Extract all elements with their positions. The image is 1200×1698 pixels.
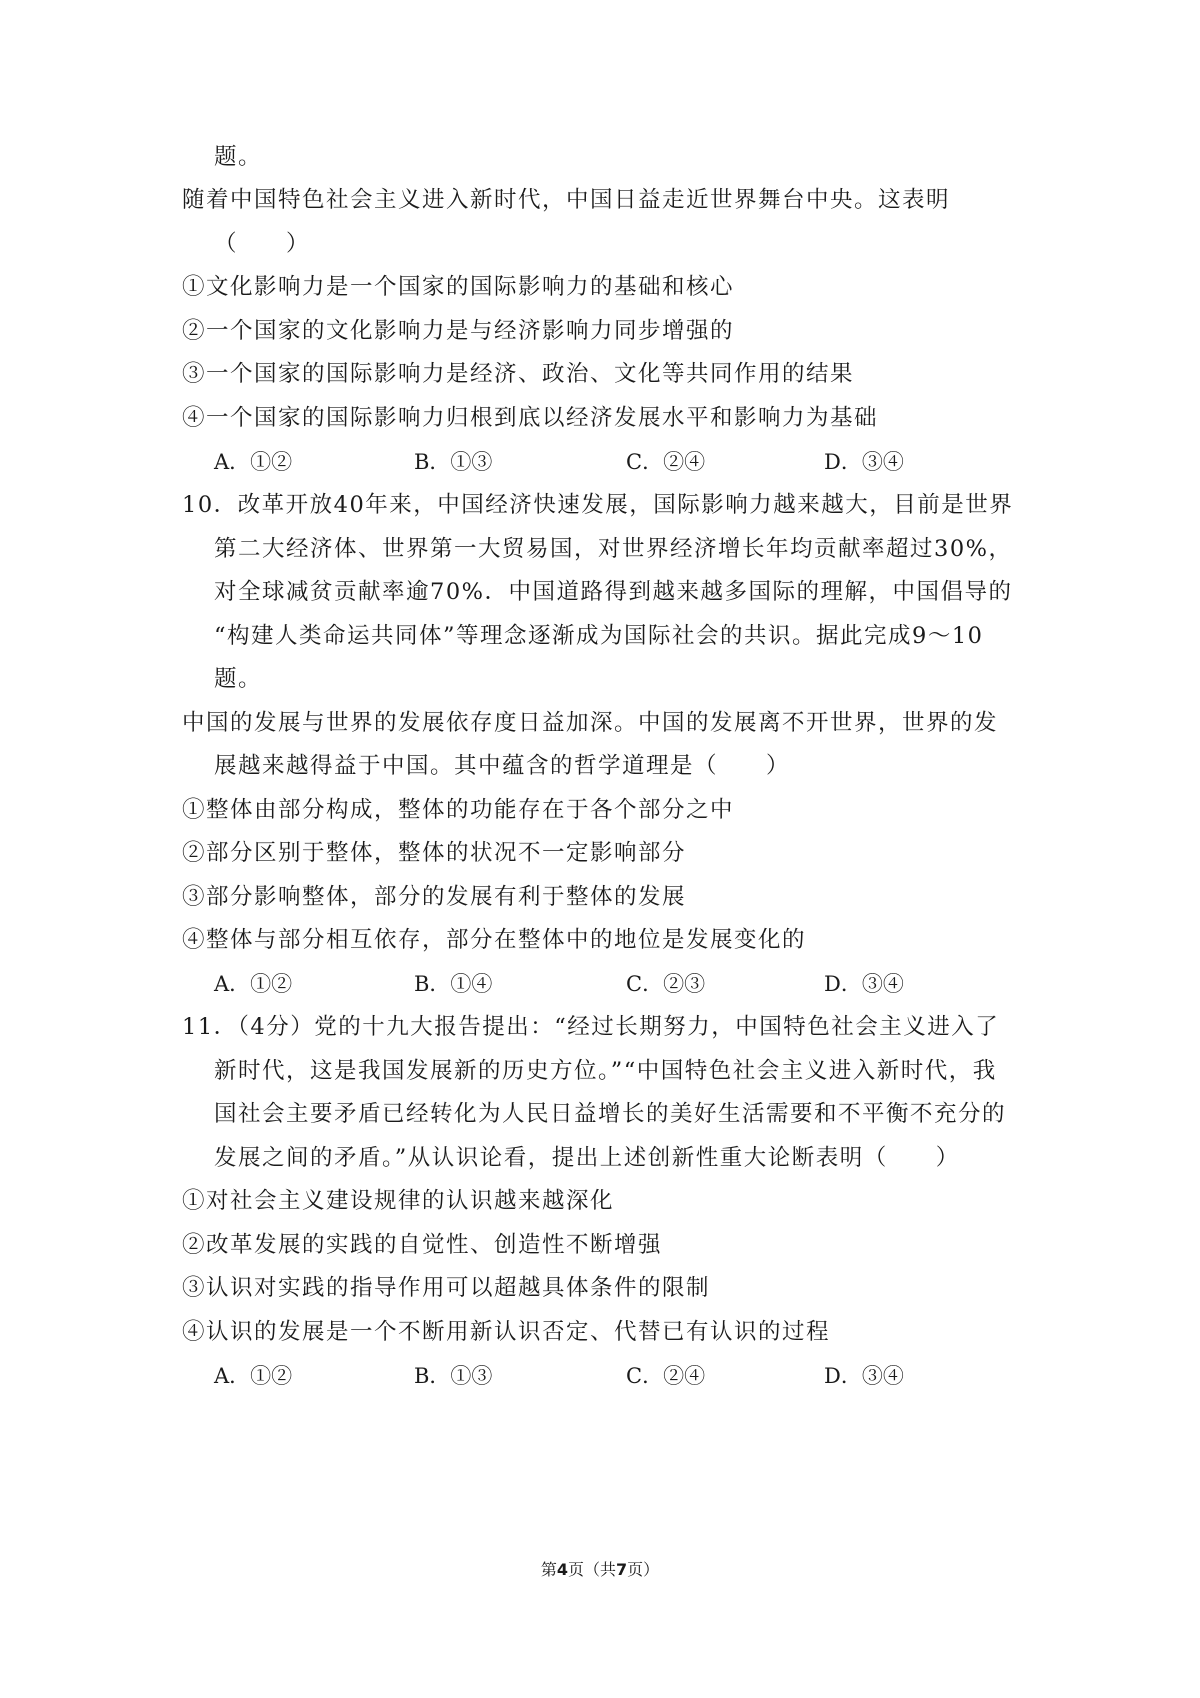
- q10-intro-line-2: 第二大经济体、世界第一大贸易国，对世界经济增长年均贡献率超过30%，: [214, 536, 1013, 562]
- q10-item-3: ③部分影响整体，部分的发展有利于整体的发展: [182, 884, 687, 910]
- footer-total-pages: 7: [616, 1560, 628, 1579]
- q9-option-a: A．①②: [214, 450, 293, 474]
- q10-option-c: C．②③: [626, 972, 706, 996]
- q10-option-d: D．③④: [824, 972, 904, 996]
- footer-suffix: 页）: [627, 1560, 660, 1579]
- q9-item-4: ④一个国家的国际影响力归根到底以经济发展水平和影响力为基础: [182, 405, 879, 431]
- q9-item-2: ②一个国家的文化影响力是与经济影响力同步增强的: [182, 318, 735, 344]
- q9-option-b: B．①③: [414, 450, 493, 474]
- q9-option-c: C．②④: [626, 450, 706, 474]
- q11-option-d: D．③④: [824, 1364, 904, 1388]
- footer-middle: 页（共: [567, 1560, 616, 1579]
- q10-intro-line-1: 10．改革开放40年来，中国经济快速发展，国际影响力越来越大，目前是世界: [182, 492, 1014, 518]
- q10-stem-line-1: 中国的发展与世界的发展依存度日益加深。中国的发展离不开世界，世界的发: [182, 710, 999, 736]
- q11-option-b: B．①③: [414, 1364, 493, 1388]
- q10-item-4: ④整体与部分相互依存，部分在整体中的地位是发展变化的: [182, 927, 807, 953]
- q11-stem-line-2: 新时代，这是我国发展新的历史方位。”“中国特色社会主义进入新时代，我: [214, 1058, 997, 1084]
- footer-page-number: 4: [556, 1560, 568, 1579]
- q10-option-b: B．①④: [414, 972, 493, 996]
- q10-intro-line-5: 题。: [214, 666, 263, 692]
- q11-item-1: ①对社会主义建设规律的认识越来越深化: [182, 1188, 615, 1214]
- q11-item-3: ③认识对实践的指导作用可以超越具体条件的限制: [182, 1275, 711, 1301]
- q11-option-c: C．②④: [626, 1364, 706, 1388]
- q10-item-1: ①整体由部分构成，整体的功能存在于各个部分之中: [182, 797, 735, 823]
- q11-item-4: ④认识的发展是一个不断用新认识否定、代替已有认识的过程: [182, 1319, 831, 1345]
- q11-stem-line-3: 国社会主要矛盾已经转化为人民日益增长的美好生活需要和不平衡不充分的: [214, 1101, 1007, 1127]
- q11-stem-line-4: 发展之间的矛盾。”从认识论看，提出上述创新性重大论断表明（ ）: [214, 1145, 960, 1171]
- q9-item-3: ③一个国家的国际影响力是经济、政治、文化等共同作用的结果: [182, 361, 855, 387]
- q10-intro-line-3: 对全球减贫贡献率逾70%．中国道路得到越来越多国际的理解，中国倡导的: [214, 579, 1013, 605]
- q10-item-2: ②部分区别于整体，整体的状况不一定影响部分: [182, 840, 687, 866]
- q9-stem-line-2: （ ）: [214, 231, 311, 257]
- q9-tail: 题。: [214, 144, 263, 170]
- q11-item-2: ②改革发展的实践的自觉性、创造性不断增强: [182, 1232, 663, 1258]
- q11-stem-line-1: 11．（4分）党的十九大报告提出：“经过长期努力，中国特色社会主义进入了: [182, 1014, 1000, 1040]
- q9-stem-line-1: 随着中国特色社会主义进入新时代，中国日益走近世界舞台中央。这表明: [182, 187, 951, 213]
- q10-option-a: A．①②: [214, 972, 293, 996]
- q10-stem-line-2: 展越来越得益于中国。其中蕴含的哲学道理是（ ）: [214, 753, 791, 779]
- footer-prefix: 第: [540, 1560, 557, 1579]
- q10-intro-line-4: “构建人类命运共同体”等理念逐渐成为国际社会的共识。据此完成9～10: [214, 623, 984, 649]
- q9-option-d: D．③④: [824, 450, 904, 474]
- page-footer: [0, 1562, 1200, 1578]
- q11-option-a: A．①②: [214, 1364, 293, 1388]
- q9-item-1: ①文化影响力是一个国家的国际影响力的基础和核心: [182, 274, 735, 300]
